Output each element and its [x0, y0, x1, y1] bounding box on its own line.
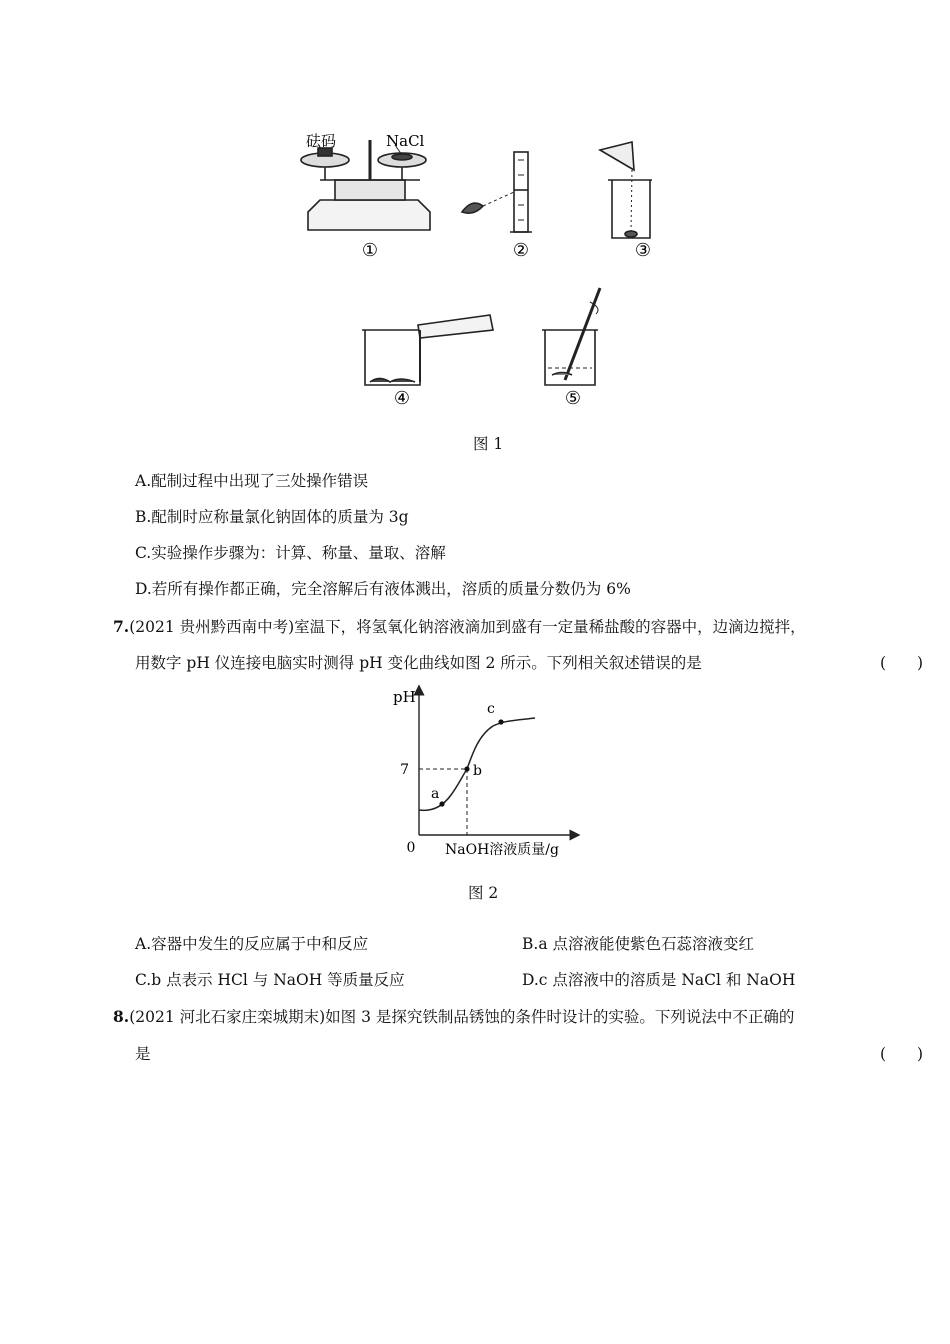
- q7-text-1: 室温下，将氢氧化钠溶液滴加到盛有一定量稀盐酸的容器中，边滴边搅拌，: [294, 618, 806, 636]
- tick-7-label: 7: [400, 762, 409, 778]
- cylinder-illustration: [462, 152, 532, 232]
- q7-answer-paren: ( ): [880, 654, 924, 672]
- q7-stem-line-1: [113, 615, 806, 637]
- q7-source: (2021 贵州黔西南中考): [129, 618, 295, 636]
- q8-text-1: (2021 河北石家庄栾城期末)如图 3 是探究铁制品锈蚀的条件时设计的实验。下列说法中不正确的: [129, 1008, 795, 1026]
- point-b-label: b: [473, 763, 482, 779]
- q7-option-b: B.a 点溶液能使紫色石蕊溶液变红: [522, 935, 754, 953]
- origin-label: 0: [406, 840, 416, 856]
- point-c-marker: [498, 719, 503, 724]
- beaker-stir-illustration: [542, 288, 600, 385]
- q7-number: 7.: [113, 617, 130, 636]
- beaker-pour-illustration: [600, 142, 652, 238]
- q6-option-b: B.配制时应称量氯化钠固体的质量为 3g: [135, 508, 409, 526]
- point-a-label: a: [431, 786, 440, 802]
- q8-number: 8.: [113, 1007, 130, 1026]
- q6-option-a: A.配制过程中出现了三处操作错误: [135, 472, 369, 490]
- step-3-label: ③: [634, 240, 652, 261]
- step-5-label: ⑤: [564, 388, 582, 409]
- q6-option-d: D.若所有操作都正确，完全溶解后有液体溅出，溶质的质量分数仍为 6%: [135, 580, 631, 598]
- point-c-label: c: [487, 701, 495, 717]
- point-a-marker: [439, 801, 444, 806]
- y-axis-label: pH: [393, 688, 416, 706]
- x-axis-label: NaOH溶液质量/g: [445, 842, 559, 858]
- q8-stem-line-1: [113, 1005, 794, 1027]
- figure-2-caption: 图 2: [468, 884, 499, 902]
- step-4-label: ④: [393, 388, 411, 409]
- step-2-label: ②: [512, 240, 530, 261]
- point-b-marker: [464, 766, 469, 771]
- q7-option-a: A.容器中发生的反应属于中和反应: [135, 935, 369, 953]
- figure-1-caption: 图 1: [473, 435, 504, 453]
- q7-stem-line-2: 用数字 pH 仪连接电脑实时测得 pH 变化曲线如图 2 所示。下列相关叙述错误的是: [135, 654, 702, 672]
- ph-chart: [385, 680, 585, 865]
- step-1-label: ①: [361, 240, 379, 261]
- q8-answer-paren: ( ): [880, 1045, 924, 1063]
- q7-option-d: D.c 点溶液中的溶质是 NaCl 和 NaOH: [522, 971, 796, 989]
- beaker-cylinder-illustration: [362, 315, 493, 385]
- q7-option-c: C.b 点表示 HCl 与 NaOH 等质量反应: [135, 971, 405, 989]
- label-nacl: NaCl: [386, 132, 425, 150]
- q8-stem-line-2: 是: [135, 1045, 151, 1063]
- q6-option-c: C.实验操作步骤为：计算、称量、量取、溶解: [135, 544, 446, 562]
- balance-illustration: [301, 140, 430, 230]
- label-weights: 砝码: [306, 132, 337, 150]
- figure-1: [290, 120, 670, 420]
